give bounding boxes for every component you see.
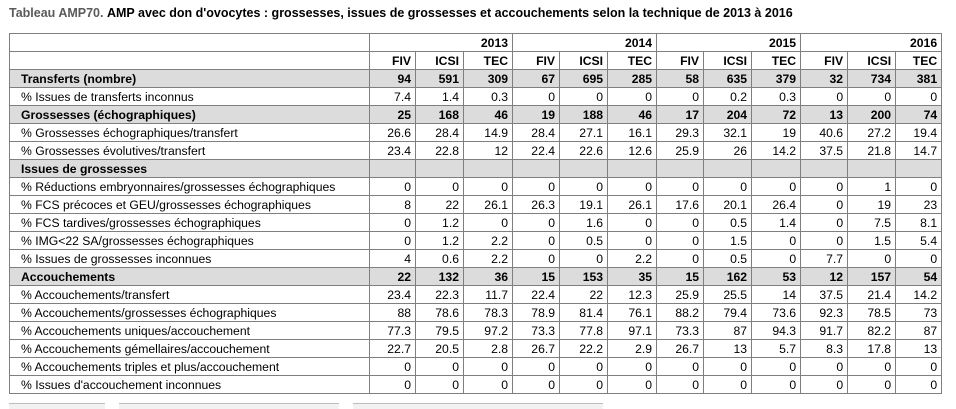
- data-cell: 0: [657, 178, 704, 196]
- data-cell: 734: [848, 70, 896, 88]
- data-cell: [801, 160, 848, 178]
- row-label: % Réductions embryonnaires/grossesses échographiques: [10, 178, 370, 196]
- technique-header: TEC: [608, 52, 657, 70]
- table-row: [10, 340, 942, 358]
- data-cell: 0: [513, 88, 560, 106]
- data-cell: 16.1: [608, 124, 657, 142]
- partially-visible-tab[interactable]: [353, 403, 603, 409]
- data-cell: 17.6: [657, 196, 704, 214]
- data-cell: 0: [560, 178, 608, 196]
- data-cell: 1.4: [752, 214, 801, 232]
- data-cell: 0: [513, 376, 560, 394]
- data-cell: 26.4: [752, 196, 801, 214]
- data-cell: 21.4: [848, 286, 896, 304]
- data-cell: 379: [752, 70, 801, 88]
- data-cell: 0: [513, 358, 560, 376]
- data-cell: 12: [801, 268, 848, 286]
- table-row: [10, 322, 942, 340]
- data-cell: 26.7: [513, 340, 560, 358]
- data-cell: 381: [896, 70, 942, 88]
- data-cell: 2.2: [464, 232, 513, 250]
- data-cell: 87: [704, 322, 752, 340]
- data-cell: 0: [801, 232, 848, 250]
- table-row: [10, 196, 942, 214]
- data-cell: 73: [896, 304, 942, 322]
- year-header: 2016: [801, 34, 942, 52]
- data-cell: 635: [704, 70, 752, 88]
- header-corner: [10, 52, 370, 70]
- data-cell: 15: [657, 268, 704, 286]
- data-cell: 73.6: [752, 304, 801, 322]
- data-cell: 46: [608, 106, 657, 124]
- section-label: Transferts (nombre): [10, 70, 370, 88]
- data-cell: 8.1: [896, 214, 942, 232]
- data-cell: 32: [801, 70, 848, 88]
- data-cell: 7.7: [801, 250, 848, 268]
- data-cell: 14.9: [464, 124, 513, 142]
- data-cell: 0: [896, 358, 942, 376]
- table-row: [10, 286, 942, 304]
- data-cell: 28.4: [416, 124, 464, 142]
- data-cell: 0: [657, 88, 704, 106]
- data-cell: 0: [608, 232, 657, 250]
- technique-header: ICSI: [560, 52, 608, 70]
- data-cell: 591: [416, 70, 464, 88]
- data-cell: 0: [752, 376, 801, 394]
- data-cell: 0: [370, 358, 416, 376]
- data-cell: 168: [416, 106, 464, 124]
- data-cell: 32.1: [704, 124, 752, 142]
- data-cell: 79.4: [704, 304, 752, 322]
- data-cell: 0: [513, 250, 560, 268]
- data-cell: 20.5: [416, 340, 464, 358]
- data-cell: 22.7: [370, 340, 416, 358]
- data-cell: 0.5: [704, 250, 752, 268]
- data-cell: 2.8: [464, 340, 513, 358]
- data-cell: 1.5: [848, 232, 896, 250]
- data-cell: [704, 160, 752, 178]
- data-cell: 19.4: [896, 124, 942, 142]
- data-cell: 0: [370, 376, 416, 394]
- year-header: 2014: [513, 34, 657, 52]
- data-cell: 19.1: [560, 196, 608, 214]
- data-cell: 13: [896, 340, 942, 358]
- data-cell: [464, 160, 513, 178]
- table-row: [10, 232, 942, 250]
- data-cell: 78.9: [513, 304, 560, 322]
- data-cell: 2.2: [608, 250, 657, 268]
- data-cell: 0: [464, 178, 513, 196]
- data-cell: 23.4: [370, 142, 416, 160]
- data-cell: 132: [416, 268, 464, 286]
- data-cell: 0: [896, 88, 942, 106]
- table-row: [10, 124, 942, 142]
- data-cell: 22.4: [513, 286, 560, 304]
- row-label: % Accouchements uniques/accouchement: [10, 322, 370, 340]
- data-cell: 40.6: [801, 124, 848, 142]
- data-cell: 0: [657, 214, 704, 232]
- data-cell: 92.3: [801, 304, 848, 322]
- data-cell: 0: [752, 178, 801, 196]
- data-cell: 94.3: [752, 322, 801, 340]
- data-cell: 285: [608, 70, 657, 88]
- data-cell: 0: [416, 178, 464, 196]
- data-cell: 0: [608, 88, 657, 106]
- row-label: % IMG<22 SA/grossesses échographiques: [10, 232, 370, 250]
- data-cell: 22: [370, 268, 416, 286]
- data-cell: 28.4: [513, 124, 560, 142]
- data-cell: 5.7: [752, 340, 801, 358]
- data-cell: 0: [752, 250, 801, 268]
- data-cell: 58: [657, 70, 704, 88]
- data-cell: 25.9: [657, 286, 704, 304]
- data-cell: 21.8: [848, 142, 896, 160]
- data-cell: 0: [464, 376, 513, 394]
- data-cell: 0: [848, 88, 896, 106]
- data-cell: 88: [370, 304, 416, 322]
- data-cell: 25.9: [657, 142, 704, 160]
- year-header-row: [10, 34, 942, 52]
- data-cell: 23: [896, 196, 942, 214]
- data-cell: 14: [752, 286, 801, 304]
- data-cell: 0: [370, 178, 416, 196]
- data-cell: 7.4: [370, 88, 416, 106]
- data-cell: 0: [801, 196, 848, 214]
- data-cell: [896, 160, 942, 178]
- table-body: [10, 70, 942, 394]
- row-label: % Issues de grossesses inconnues: [10, 250, 370, 268]
- data-cell: 54: [896, 268, 942, 286]
- row-label: % Accouchements/transfert: [10, 286, 370, 304]
- data-cell: 88.2: [657, 304, 704, 322]
- data-cell: 87: [896, 322, 942, 340]
- data-cell: 200: [848, 106, 896, 124]
- data-cell: 0: [370, 214, 416, 232]
- section-label: Grossesses (échographiques): [10, 106, 370, 124]
- data-cell: [513, 160, 560, 178]
- data-cell: 8.3: [801, 340, 848, 358]
- data-cell: 204: [704, 106, 752, 124]
- data-cell: 37.5: [801, 286, 848, 304]
- table-row: [10, 376, 942, 394]
- year-header: 2015: [657, 34, 801, 52]
- data-cell: [657, 160, 704, 178]
- technique-header: ICSI: [416, 52, 464, 70]
- partially-visible-tab[interactable]: [119, 403, 339, 409]
- data-cell: 22.2: [560, 340, 608, 358]
- data-cell: 0: [801, 376, 848, 394]
- table-row: [10, 70, 942, 88]
- table-row: [10, 250, 942, 268]
- data-cell: 26.1: [464, 196, 513, 214]
- data-cell: 35: [608, 268, 657, 286]
- data-cell: 0: [560, 250, 608, 268]
- data-cell: 81.4: [560, 304, 608, 322]
- data-cell: 12.6: [608, 142, 657, 160]
- row-label: % Accouchements triples et plus/accouchement: [10, 358, 370, 376]
- data-cell: [370, 160, 416, 178]
- data-cell: 0: [848, 376, 896, 394]
- data-cell: 53: [752, 268, 801, 286]
- data-cell: 0: [608, 376, 657, 394]
- amp-data-table: [9, 33, 942, 394]
- table-row: [10, 268, 942, 286]
- data-cell: 1.2: [416, 214, 464, 232]
- table-row: [10, 304, 942, 322]
- data-cell: 309: [464, 70, 513, 88]
- data-cell: 1.2: [416, 232, 464, 250]
- data-cell: 1: [848, 178, 896, 196]
- technique-header: ICSI: [848, 52, 896, 70]
- data-cell: 27.1: [560, 124, 608, 142]
- technique-header: TEC: [896, 52, 942, 70]
- data-cell: 0: [704, 178, 752, 196]
- data-cell: 153: [560, 268, 608, 286]
- data-cell: 91.7: [801, 322, 848, 340]
- data-cell: 77.8: [560, 322, 608, 340]
- data-cell: 78.5: [848, 304, 896, 322]
- data-cell: 0: [560, 88, 608, 106]
- partially-visible-tab-strip: [9, 403, 949, 408]
- data-cell: 11.7: [464, 286, 513, 304]
- data-cell: 17.8: [848, 340, 896, 358]
- data-cell: 26.7: [657, 340, 704, 358]
- data-cell: 0: [608, 178, 657, 196]
- data-cell: 14.7: [896, 142, 942, 160]
- technique-header: TEC: [464, 52, 513, 70]
- table-number: Tableau AMP70.: [9, 6, 104, 20]
- data-cell: 13: [801, 106, 848, 124]
- data-cell: 14.2: [896, 286, 942, 304]
- data-cell: 67: [513, 70, 560, 88]
- data-cell: 8: [370, 196, 416, 214]
- data-cell: [560, 160, 608, 178]
- data-cell: 23.4: [370, 286, 416, 304]
- data-cell: 0: [416, 376, 464, 394]
- data-cell: 0: [752, 358, 801, 376]
- table-row: [10, 178, 942, 196]
- data-cell: 2.9: [608, 340, 657, 358]
- partially-visible-tab[interactable]: [9, 403, 105, 409]
- data-cell: 0: [896, 250, 942, 268]
- data-cell: 20.1: [704, 196, 752, 214]
- data-cell: 0: [513, 214, 560, 232]
- table-row: [10, 214, 942, 232]
- table-row: [10, 142, 942, 160]
- data-cell: 19: [752, 124, 801, 142]
- technique-header: FIV: [513, 52, 560, 70]
- data-cell: 22: [416, 196, 464, 214]
- data-cell: 22: [560, 286, 608, 304]
- section-label: Accouchements: [10, 268, 370, 286]
- data-cell: 2.2: [464, 250, 513, 268]
- data-cell: 94: [370, 70, 416, 88]
- data-cell: 17: [657, 106, 704, 124]
- data-cell: 82.2: [848, 322, 896, 340]
- row-label: % Accouchements gémellaires/accouchement: [10, 340, 370, 358]
- data-cell: 46: [464, 106, 513, 124]
- data-cell: 77.3: [370, 322, 416, 340]
- data-cell: 0: [896, 376, 942, 394]
- data-cell: 74: [896, 106, 942, 124]
- data-cell: 73.3: [513, 322, 560, 340]
- data-cell: 0: [801, 88, 848, 106]
- data-cell: 72: [752, 106, 801, 124]
- data-cell: 1.6: [560, 214, 608, 232]
- table-title: AMP avec don d'ovocytes : grossesses, issues de grossesses et accouchements selon la technique de 2013 à 2016: [106, 6, 793, 20]
- data-cell: 0: [416, 358, 464, 376]
- row-label: % FCS tardives/grossesses échographiques: [10, 214, 370, 232]
- data-cell: 25.5: [704, 286, 752, 304]
- data-cell: 27.2: [848, 124, 896, 142]
- row-label: % Grossesses échographiques/transfert: [10, 124, 370, 142]
- data-cell: 97.2: [464, 322, 513, 340]
- technique-header-row: [10, 52, 942, 70]
- data-cell: 79.5: [416, 322, 464, 340]
- data-cell: 19: [513, 106, 560, 124]
- data-cell: 1.4: [416, 88, 464, 106]
- data-cell: 26.1: [608, 196, 657, 214]
- row-label: % Grossesses évolutives/transfert: [10, 142, 370, 160]
- data-cell: 26.3: [513, 196, 560, 214]
- data-cell: 14.2: [752, 142, 801, 160]
- technique-header: ICSI: [704, 52, 752, 70]
- data-cell: [848, 160, 896, 178]
- data-cell: 19: [848, 196, 896, 214]
- data-cell: 0: [657, 358, 704, 376]
- data-cell: [752, 160, 801, 178]
- data-cell: 36: [464, 268, 513, 286]
- data-cell: 0: [848, 358, 896, 376]
- row-label: % Issues de transferts inconnus: [10, 88, 370, 106]
- data-cell: 0: [801, 214, 848, 232]
- data-cell: 1.5: [704, 232, 752, 250]
- data-cell: 0: [513, 232, 560, 250]
- data-cell: 0: [513, 178, 560, 196]
- data-cell: 0.3: [464, 88, 513, 106]
- data-cell: 0: [657, 250, 704, 268]
- year-header: 2013: [370, 34, 513, 52]
- data-cell: 157: [848, 268, 896, 286]
- data-cell: 0: [752, 232, 801, 250]
- data-cell: 0: [560, 376, 608, 394]
- data-cell: 188: [560, 106, 608, 124]
- technique-header: FIV: [370, 52, 416, 70]
- data-cell: 15: [513, 268, 560, 286]
- data-cell: 695: [560, 70, 608, 88]
- data-cell: 0: [704, 376, 752, 394]
- data-cell: 97.1: [608, 322, 657, 340]
- data-cell: 0: [801, 358, 848, 376]
- data-cell: 22.8: [416, 142, 464, 160]
- data-cell: 76.1: [608, 304, 657, 322]
- data-cell: 0: [657, 232, 704, 250]
- section-label: Issues de grossesses: [10, 160, 370, 178]
- data-cell: 7.5: [848, 214, 896, 232]
- data-cell: 0: [464, 214, 513, 232]
- technique-header: FIV: [657, 52, 704, 70]
- data-cell: 12.3: [608, 286, 657, 304]
- header-corner: [10, 34, 370, 52]
- data-cell: 0: [801, 178, 848, 196]
- data-cell: 0: [370, 232, 416, 250]
- data-cell: 0: [560, 358, 608, 376]
- data-cell: 26.6: [370, 124, 416, 142]
- table-row: [10, 88, 942, 106]
- data-cell: 22.3: [416, 286, 464, 304]
- table-row: [10, 106, 942, 124]
- row-label: % Issues d'accouchement inconnues: [10, 376, 370, 394]
- data-cell: 0: [896, 178, 942, 196]
- data-cell: 0: [704, 358, 752, 376]
- data-cell: [416, 160, 464, 178]
- technique-header: FIV: [801, 52, 848, 70]
- table-row: [10, 160, 942, 178]
- row-label: % FCS précoces et GEU/grossesses échographiques: [10, 196, 370, 214]
- data-cell: 0.5: [560, 232, 608, 250]
- data-cell: 25: [370, 106, 416, 124]
- data-cell: 13: [704, 340, 752, 358]
- data-cell: 4: [370, 250, 416, 268]
- data-cell: 78.3: [464, 304, 513, 322]
- data-cell: 22.4: [513, 142, 560, 160]
- table-row: [10, 358, 942, 376]
- data-cell: 12: [464, 142, 513, 160]
- data-cell: 0: [464, 358, 513, 376]
- data-cell: 0.2: [704, 88, 752, 106]
- data-cell: 26: [704, 142, 752, 160]
- data-cell: 73.3: [657, 322, 704, 340]
- data-cell: 0.6: [416, 250, 464, 268]
- technique-header: TEC: [752, 52, 801, 70]
- data-cell: 5.4: [896, 232, 942, 250]
- data-cell: [608, 160, 657, 178]
- data-cell: 22.6: [560, 142, 608, 160]
- data-cell: 78.6: [416, 304, 464, 322]
- data-cell: 29.3: [657, 124, 704, 142]
- data-cell: 0: [608, 214, 657, 232]
- row-label: % Accouchements/grossesses échographiques: [10, 304, 370, 322]
- table-caption: [9, 6, 793, 20]
- data-cell: 0.3: [752, 88, 801, 106]
- data-cell: 0: [848, 250, 896, 268]
- data-cell: 0: [657, 376, 704, 394]
- data-cell: 0: [608, 358, 657, 376]
- data-cell: 0.5: [704, 214, 752, 232]
- data-cell: 37.5: [801, 142, 848, 160]
- data-cell: 162: [704, 268, 752, 286]
